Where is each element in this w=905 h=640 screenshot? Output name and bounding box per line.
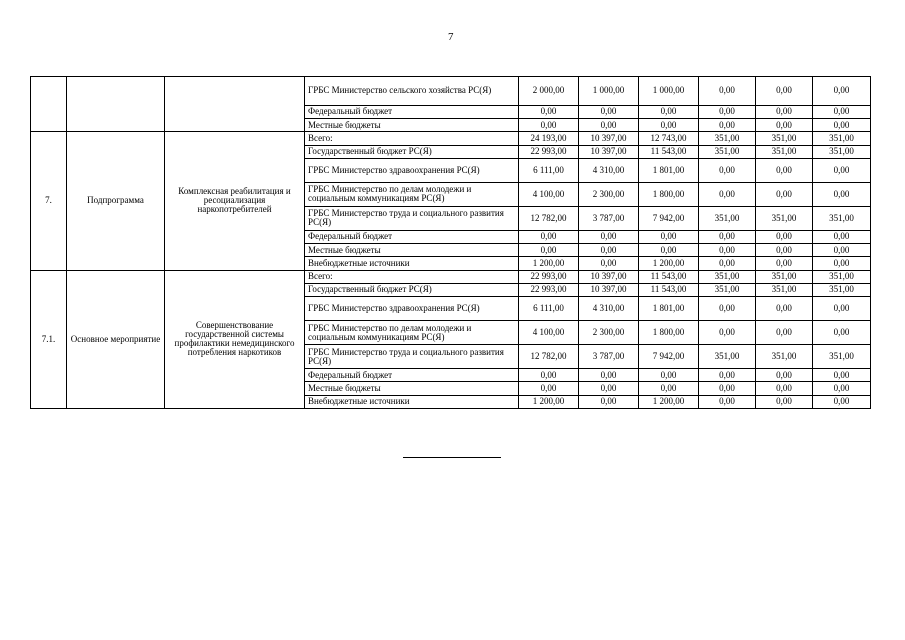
amount-cell: 0,00 <box>699 257 756 270</box>
amount-cell: 351,00 <box>699 145 756 158</box>
amount-cell: 0,00 <box>519 105 579 118</box>
amount-cell: 4 310,00 <box>579 158 639 182</box>
amount-cell: 2 300,00 <box>579 182 639 206</box>
amount-cell: 0,00 <box>813 244 871 257</box>
amount-cell: 7 942,00 <box>639 345 699 369</box>
amount-cell: 0,00 <box>813 296 871 320</box>
funding-source: ГРБС Министерство труда и социального развития РС(Я) <box>305 206 519 230</box>
amount-cell: 7 942,00 <box>639 206 699 230</box>
amount-cell: 0,00 <box>756 369 813 382</box>
funding-source: ГРБС Министерство по делам молодежи и социальным коммуникациям РС(Я) <box>305 321 519 345</box>
amount-cell: 351,00 <box>756 132 813 145</box>
amount-cell: 0,00 <box>639 369 699 382</box>
amount-cell: 351,00 <box>756 345 813 369</box>
footer-divider <box>403 457 501 458</box>
amount-cell: 2 300,00 <box>579 321 639 345</box>
amount-cell: 0,00 <box>699 158 756 182</box>
amount-cell: 6 111,00 <box>519 296 579 320</box>
amount-cell: 4 100,00 <box>519 182 579 206</box>
amount-cell: 0,00 <box>699 105 756 118</box>
amount-cell: 0,00 <box>699 244 756 257</box>
amount-cell: 0,00 <box>756 105 813 118</box>
amount-cell: 0,00 <box>579 119 639 132</box>
amount-cell: 0,00 <box>813 382 871 395</box>
amount-cell: 351,00 <box>756 206 813 230</box>
amount-cell: 3 787,00 <box>579 206 639 230</box>
row-number <box>31 77 67 132</box>
amount-cell: 0,00 <box>756 257 813 270</box>
row-number: 7. <box>31 132 67 270</box>
amount-cell: 351,00 <box>813 132 871 145</box>
amount-cell: 1 800,00 <box>639 321 699 345</box>
amount-cell: 12 782,00 <box>519 345 579 369</box>
amount-cell: 0,00 <box>519 230 579 243</box>
amount-cell: 2 000,00 <box>519 77 579 106</box>
amount-cell: 0,00 <box>813 119 871 132</box>
amount-cell: 0,00 <box>813 77 871 106</box>
amount-cell: 0,00 <box>639 230 699 243</box>
amount-cell: 12 782,00 <box>519 206 579 230</box>
amount-cell: 0,00 <box>813 369 871 382</box>
amount-cell: 0,00 <box>756 382 813 395</box>
row-type <box>67 77 165 132</box>
amount-cell: 0,00 <box>519 369 579 382</box>
amount-cell: 24 193,00 <box>519 132 579 145</box>
amount-cell: 0,00 <box>579 382 639 395</box>
funding-source: Федеральный бюджет <box>305 230 519 243</box>
funding-source: Федеральный бюджет <box>305 369 519 382</box>
amount-cell: 351,00 <box>813 345 871 369</box>
amount-cell: 10 397,00 <box>579 132 639 145</box>
row-name: Комплексная реабилитация и ресоциализация наркопотребителей <box>165 132 305 270</box>
amount-cell: 0,00 <box>756 296 813 320</box>
amount-cell: 351,00 <box>756 270 813 283</box>
amount-cell: 0,00 <box>579 369 639 382</box>
amount-cell: 351,00 <box>756 145 813 158</box>
amount-cell: 0,00 <box>699 230 756 243</box>
amount-cell: 351,00 <box>699 270 756 283</box>
amount-cell: 0,00 <box>756 182 813 206</box>
amount-cell: 0,00 <box>519 382 579 395</box>
amount-cell: 0,00 <box>699 395 756 408</box>
amount-cell: 0,00 <box>813 105 871 118</box>
amount-cell: 351,00 <box>699 283 756 296</box>
funding-source: Всего: <box>305 132 519 145</box>
amount-cell: 22 993,00 <box>519 270 579 283</box>
amount-cell: 4 100,00 <box>519 321 579 345</box>
amount-cell: 0,00 <box>579 395 639 408</box>
funding-source: Внебюджетные источники <box>305 257 519 270</box>
amount-cell: 1 801,00 <box>639 158 699 182</box>
amount-cell: 0,00 <box>699 77 756 106</box>
amount-cell: 6 111,00 <box>519 158 579 182</box>
amount-cell: 0,00 <box>756 244 813 257</box>
amount-cell: 11 543,00 <box>639 145 699 158</box>
row-name <box>165 77 305 132</box>
amount-cell: 0,00 <box>519 119 579 132</box>
table-row <box>31 270 871 283</box>
amount-cell: 1 801,00 <box>639 296 699 320</box>
amount-cell: 0,00 <box>699 382 756 395</box>
funding-source: Местные бюджеты <box>305 244 519 257</box>
row-name: Совершенствование государственной системы профилактики немедицинского потребления наркотиков <box>165 270 305 408</box>
amount-cell: 0,00 <box>813 158 871 182</box>
amount-cell: 0,00 <box>813 182 871 206</box>
amount-cell: 0,00 <box>639 105 699 118</box>
funding-source: ГРБС Министерство здравоохранения РС(Я) <box>305 158 519 182</box>
amount-cell: 0,00 <box>813 257 871 270</box>
amount-cell: 11 543,00 <box>639 270 699 283</box>
amount-cell: 1 000,00 <box>639 77 699 106</box>
amount-cell: 1 200,00 <box>519 257 579 270</box>
table-row <box>31 132 871 145</box>
amount-cell: 0,00 <box>579 105 639 118</box>
amount-cell: 0,00 <box>813 230 871 243</box>
funding-source: ГРБС Министерство по делам молодежи и социальным коммуникациям РС(Я) <box>305 182 519 206</box>
amount-cell: 12 743,00 <box>639 132 699 145</box>
row-type: Подпрограмма <box>67 132 165 270</box>
funding-table <box>30 76 871 409</box>
amount-cell: 0,00 <box>756 230 813 243</box>
amount-cell: 351,00 <box>813 283 871 296</box>
amount-cell: 0,00 <box>756 77 813 106</box>
funding-source: Местные бюджеты <box>305 382 519 395</box>
amount-cell: 351,00 <box>756 283 813 296</box>
row-type: Основное мероприятие <box>67 270 165 408</box>
amount-cell: 351,00 <box>813 270 871 283</box>
funding-source: ГРБС Министерство сельского хозяйства РС(Я) <box>305 77 519 106</box>
amount-cell: 0,00 <box>579 230 639 243</box>
amount-cell: 11 543,00 <box>639 283 699 296</box>
amount-cell: 0,00 <box>639 244 699 257</box>
amount-cell: 1 200,00 <box>519 395 579 408</box>
funding-source: Местные бюджеты <box>305 119 519 132</box>
amount-cell: 0,00 <box>639 119 699 132</box>
amount-cell: 22 993,00 <box>519 145 579 158</box>
amount-cell: 0,00 <box>699 182 756 206</box>
amount-cell: 0,00 <box>699 321 756 345</box>
amount-cell: 1 200,00 <box>639 257 699 270</box>
amount-cell: 0,00 <box>756 321 813 345</box>
amount-cell: 0,00 <box>699 369 756 382</box>
amount-cell: 0,00 <box>639 382 699 395</box>
funding-source: Государственный бюджет РС(Я) <box>305 145 519 158</box>
amount-cell: 10 397,00 <box>579 270 639 283</box>
amount-cell: 0,00 <box>699 296 756 320</box>
amount-cell: 0,00 <box>756 119 813 132</box>
funding-source: ГРБС Министерство здравоохранения РС(Я) <box>305 296 519 320</box>
amount-cell: 0,00 <box>813 321 871 345</box>
amount-cell: 1 000,00 <box>579 77 639 106</box>
amount-cell: 351,00 <box>699 132 756 145</box>
table-row <box>31 77 871 106</box>
funding-source: Всего: <box>305 270 519 283</box>
amount-cell: 0,00 <box>756 395 813 408</box>
amount-cell: 1 800,00 <box>639 182 699 206</box>
funding-source: Федеральный бюджет <box>305 105 519 118</box>
amount-cell: 0,00 <box>579 244 639 257</box>
funding-source: Внебюджетные источники <box>305 395 519 408</box>
amount-cell: 0,00 <box>519 244 579 257</box>
amount-cell: 4 310,00 <box>579 296 639 320</box>
amount-cell: 0,00 <box>579 257 639 270</box>
page-number: 7 <box>448 31 454 43</box>
amount-cell: 1 200,00 <box>639 395 699 408</box>
amount-cell: 351,00 <box>813 145 871 158</box>
amount-cell: 3 787,00 <box>579 345 639 369</box>
amount-cell: 0,00 <box>813 395 871 408</box>
amount-cell: 0,00 <box>756 158 813 182</box>
funding-source: ГРБС Министерство труда и социального развития РС(Я) <box>305 345 519 369</box>
amount-cell: 351,00 <box>813 206 871 230</box>
amount-cell: 351,00 <box>699 345 756 369</box>
funding-source: Государственный бюджет РС(Я) <box>305 283 519 296</box>
amount-cell: 10 397,00 <box>579 145 639 158</box>
amount-cell: 10 397,00 <box>579 283 639 296</box>
amount-cell: 0,00 <box>699 119 756 132</box>
row-number: 7.1. <box>31 270 67 408</box>
amount-cell: 22 993,00 <box>519 283 579 296</box>
amount-cell: 351,00 <box>699 206 756 230</box>
